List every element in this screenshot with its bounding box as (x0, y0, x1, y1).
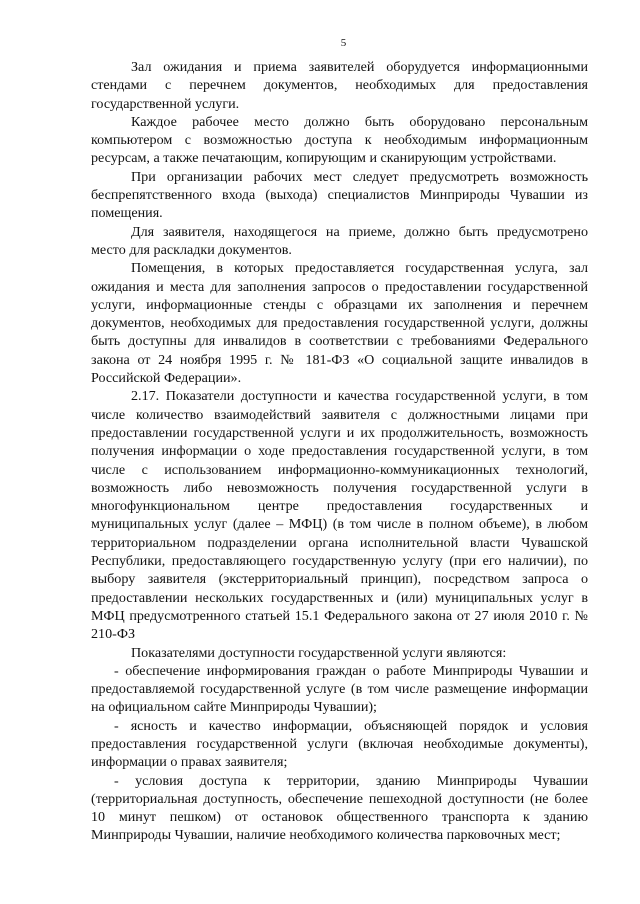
list-item: - обеспечение информирования граждан о работе Минприроды Чувашии и предоставляемой государственной услуге (в том числе размещение информации на официальном сайте Минприроды Чувашии); (91, 662, 588, 716)
list-item: - ясность и качество информации, объясняющей порядок и условия предоставления государственной услуги (включая необходимые документы), информации о правах заявителя; (91, 717, 588, 771)
paragraph-waiting-room: Зал ожидания и приема заявителей оборудуется информационными стендами с перечнем документов, необходимых для предоставления государственной услуги. (91, 59, 588, 112)
paragraph-section-2-17: 2.17. Показатели доступности и качества государственной услуги, в том числе количество взаимодействий заявителя с должностными лицами при предоставлении государственной услуги и их продолжительность, возможность получения информации о ходе предоставления государственной услуги, в том числе с использованием информационно-коммуникационных технологий, возможность либо невозможность получения государственной услуги в многофункциональном центре предоставления государственных и муниципальных услуг (далее – МФЦ) (в том числе в полном объеме), в любом территориальном подразделении органа исполнительной власти Чувашской Республики, предоставляющего государственную услугу (при его наличии), по выбору заявителя (экстерриториальный принцип), посредством запроса о предоставлении нескольких государственных и (или) муниципальных услуг в МФЦ предусмотренного статьей 15.1 Федерального закона от 27 июля 2010 г. № 210-ФЗ (91, 388, 588, 643)
page-number: 5 (340, 37, 347, 49)
paragraph-disabled-access: Помещения, в которых предоставляется государственная услуга, зал ожидания и места для заполнения запросов о предоставлении государственной услуги, информационные стенды с образцами их заполнения и перечнем документов, необходимых для предоставления государственной услуги, должны быть доступны для инвалидов в соответствии с требованиями Федерального закона от 24 ноября 1995 г. № 181-ФЗ «О социальной защите инвалидов в Российской Федерации». (91, 260, 588, 387)
paragraph-document-space: Для заявителя, находящегося на приеме, должно быть предусмотрено место для раскладки документов. (91, 223, 588, 258)
paragraph-workplace-computer: Каждое рабочее место должно быть оборудовано персональным компьютером с возможностью доступа к необходимым информационным ресурсам, а также печатающим, копирующим и сканирующим устройствами. (91, 113, 588, 167)
list-item: - условия доступа к территории, зданию Минприроды Чувашии (территориальная доступность, обеспечение пешеходной доступности (не более 10 минут пешком) от остановок общественного транспорта к зданию Минприроды Чувашии, наличие необходимого количества парковочных мест; (91, 772, 588, 844)
paragraph-indicators-intro: Показателями доступности государственной услуги являются: (131, 644, 507, 661)
paragraph-workplace-access: При организации рабочих мест следует предусмотреть возможность беспрепятственного входа (выхода) специалистов Минприроды Чувашии из помещения. (91, 168, 588, 222)
